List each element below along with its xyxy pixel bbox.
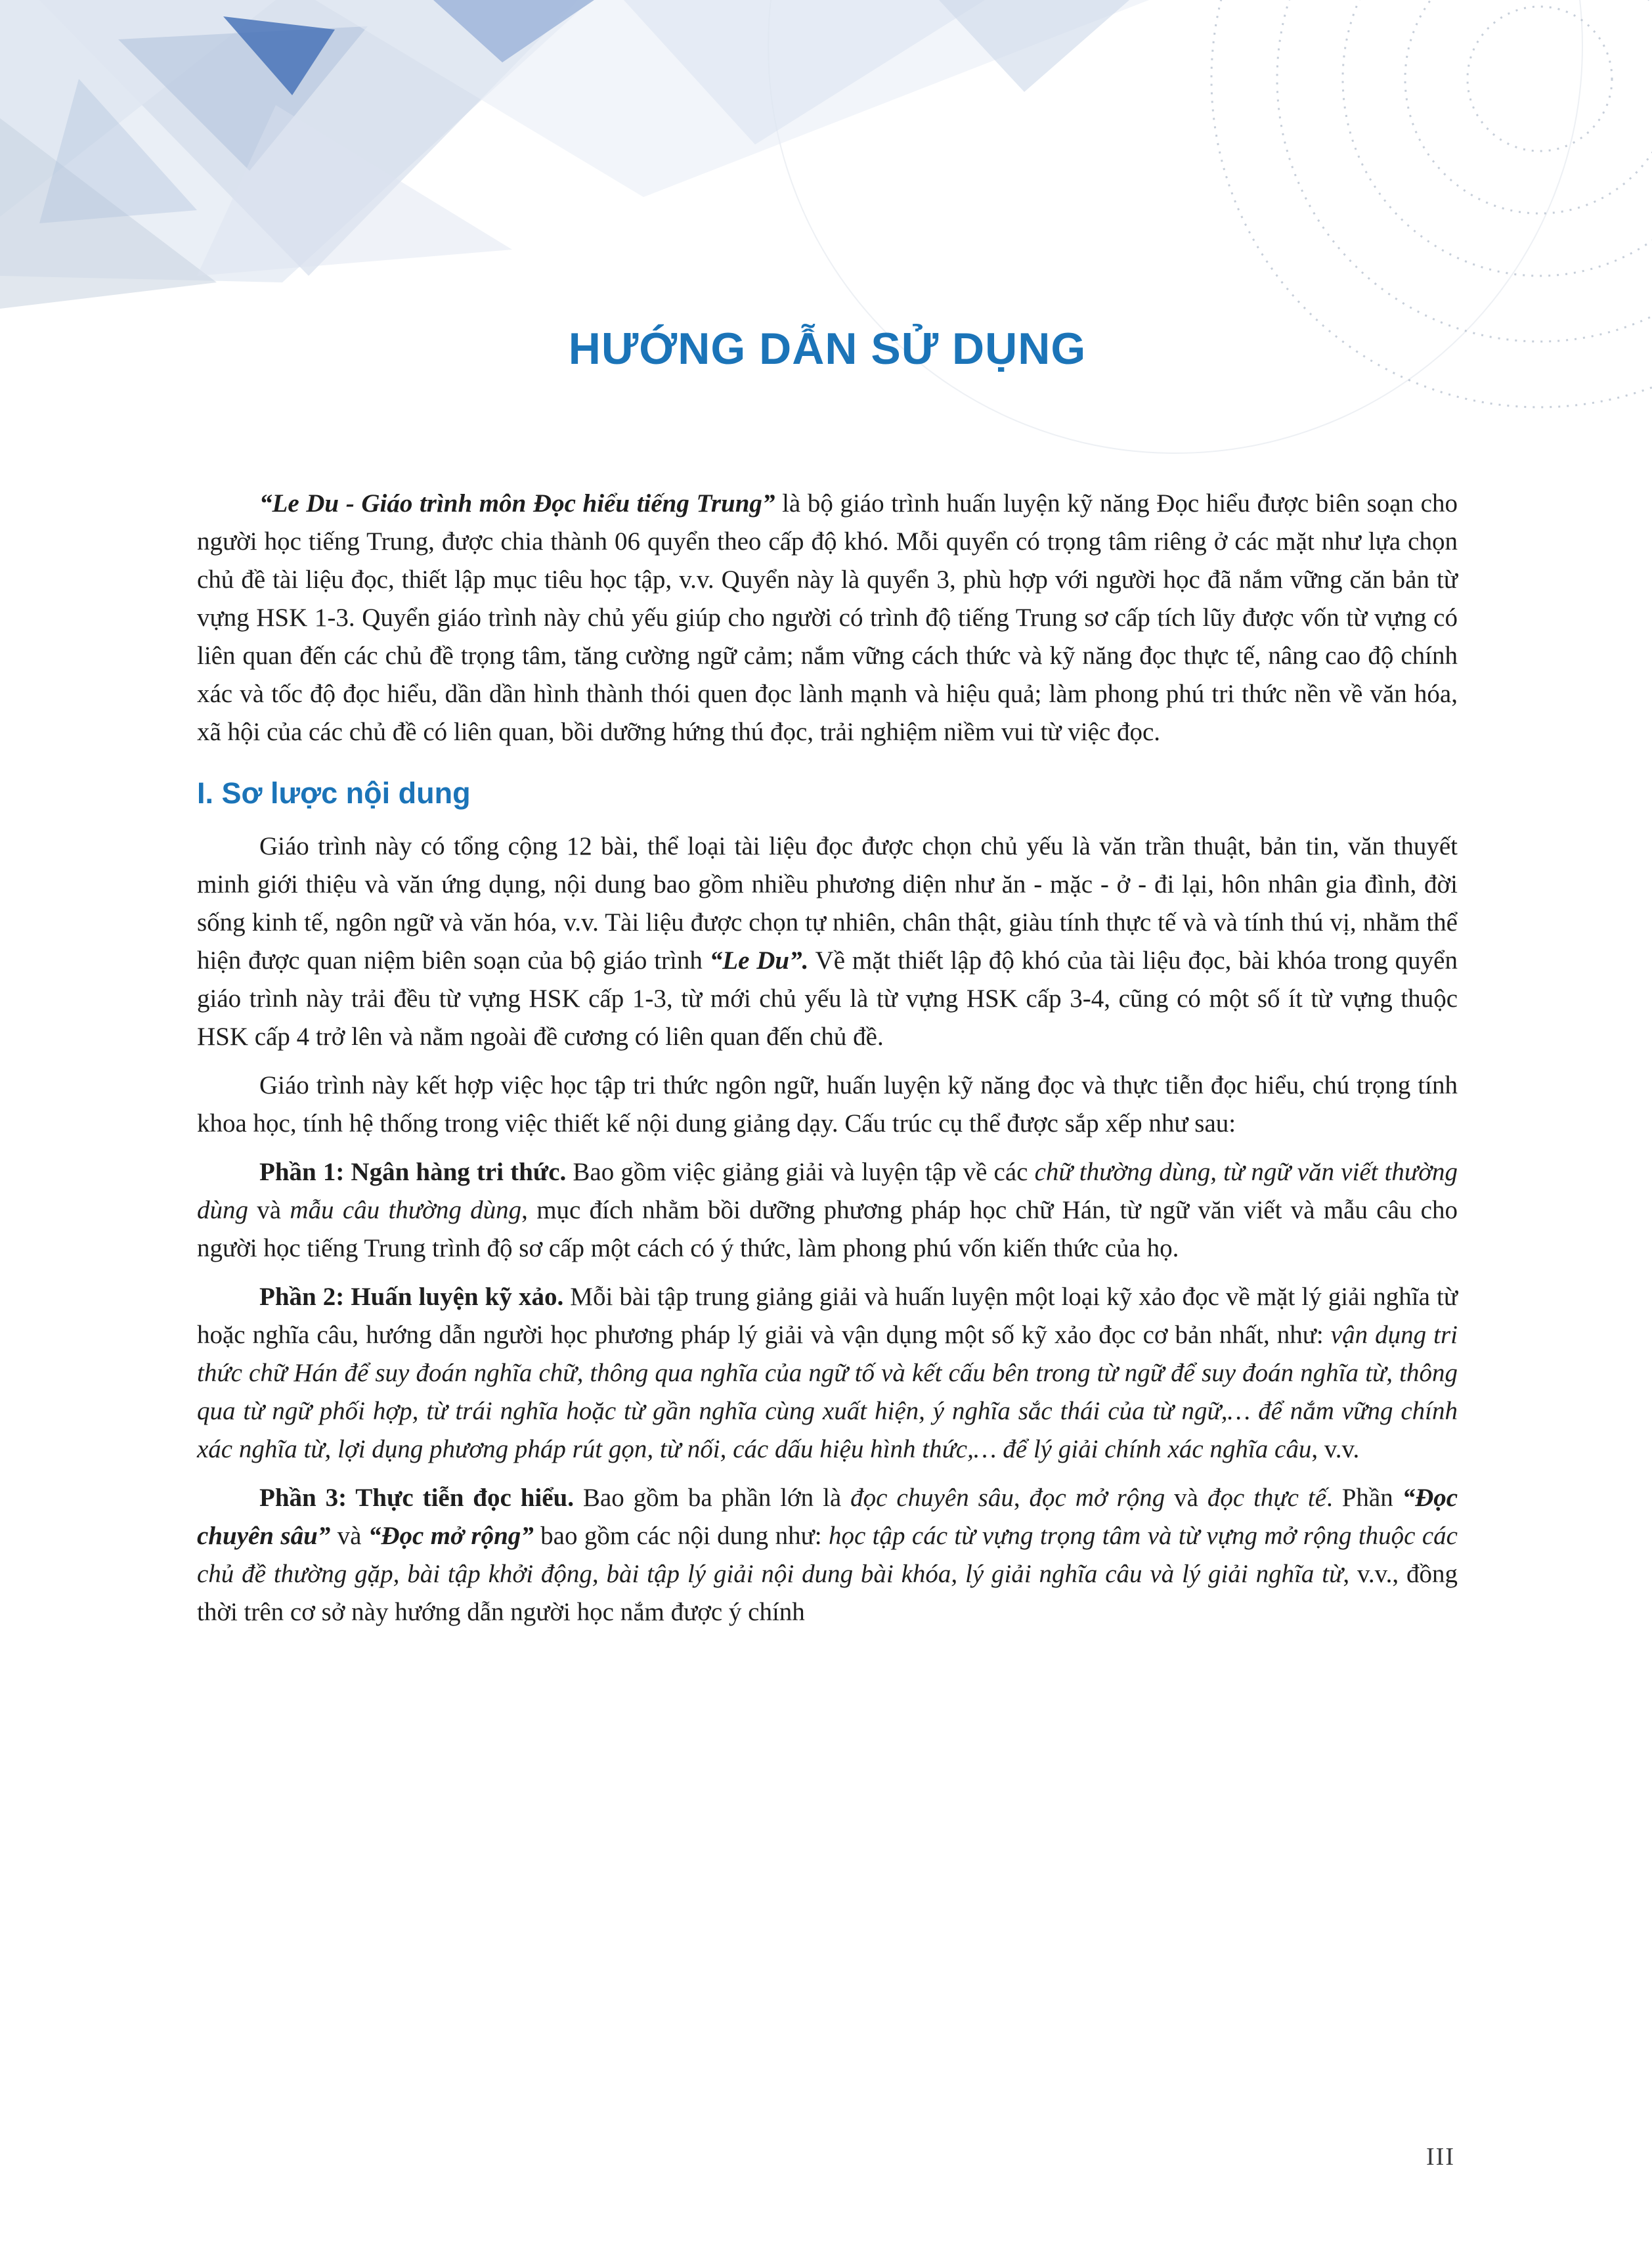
section-heading: I. Sơ lược nội dung: [197, 776, 471, 810]
text-run: và: [248, 1196, 290, 1224]
text-run: và: [330, 1522, 368, 1550]
text-run: học tập các từ vựng trọng tâm và từ vựng mở rộng thuộc các chủ đề thường gặp, bài tập khởi động, bài tập lý giải nội dung bài khóa, lý giải nghĩa câu và lý giải nghĩa từ: [197, 1522, 1458, 1588]
text-run: vận dụng tri thức chữ Hán để suy đoán nghĩa chữ, thông qua nghĩa của ngữ tố và kết cấu bên trong từ ngữ để suy đoán nghĩa từ, thông qua từ ngữ phối hợp, từ trái nghĩa hoặc từ gần nghĩa cùng xuất hiện, ý nghĩa sắc thái của từ ngữ,… để nắm vững chính xác nghĩa từ, lợi dụng phương pháp rút gọn, từ nối, các dấu hiệu hình thức,… để lý giải chính xác nghĩa câu: [197, 1321, 1458, 1463]
text-run: đọc thực tế: [1207, 1484, 1327, 1512]
text-run: “Le Du - Giáo trình môn Đọc hiểu tiếng Trung”: [259, 489, 783, 518]
text-run: là bộ giáo trình huấn luyện kỹ năng Đọc hiểu được biên soạn cho người học tiếng Trung, được chia thành 06 quyển theo cấp độ khó. Mỗi quyển có trọng tâm riêng ở các mặt như lựa chọn chủ đề tài liệu đọc, thiết lập mục tiêu học tập, v.v. Quyển này là quyển 3, phù hợp với người học đã nắm vững căn bản từ vựng HSK 1-3. Quyển giáo trình này chủ yếu giúp cho người có trình độ tiếng Trung sơ cấp tích lũy được vốn từ vựng có liên quan đến các chủ đề trọng tâm, tăng cường ngữ cảm; nắm vững cách thức và kỹ năng đọc thực tế, nâng cao độ chính xác và tốc độ đọc hiểu, dần dần hình thành thói quen đọc lành mạnh và hiệu quả; làm phong phú tri thức nền về văn hóa, xã hội của các chủ đề có liên quan, bồi dưỡng hứng thú đọc, trải nghiệm niềm vui từ việc đọc.: [197, 489, 1458, 746]
text-run: Mỗi bài tập trung giảng giải và huấn luyện một loại kỹ xảo đọc về mặt lý giải nghĩa từ hoặc nghĩa câu, hướng dẫn người học phương pháp lý giải và vận dụng một số kỹ xảo đọc cơ bản nhất, như:: [197, 1283, 1458, 1349]
text-run: Giáo trình này kết hợp việc học tập tri thức ngôn ngữ, huấn luyện kỹ năng đọc và thực tiễn đọc hiểu, chú trọng tính khoa học, tính hệ thống trong việc thiết kế nội dung giảng dạy. Cấu trúc cụ thể được sắp xếp như sau:: [197, 1071, 1458, 1138]
paragraph-part3: [197, 1479, 1458, 1631]
deco-circle-outline: [768, 0, 1582, 453]
body-text: [197, 485, 1458, 1642]
text-run: , v.v.: [1311, 1435, 1360, 1463]
paragraph-overview: [197, 828, 1458, 1056]
text-run: đọc chuyên sâu: [850, 1484, 1014, 1512]
text-run: ,: [1013, 1484, 1030, 1512]
paragraph-part2: [197, 1278, 1458, 1469]
text-run: . Phần: [1326, 1484, 1402, 1512]
text-run: Phần 3: Thực tiễn đọc hiểu.: [259, 1484, 583, 1512]
intro-paragraph: [197, 485, 1458, 751]
text-run: , mục đích nhằm bồi dưỡng phương pháp học chữ Hán, từ ngữ văn viết và mẫu câu cho người học tiếng Trung trình độ sơ cấp một cách có ý thức, làm phong phú vốn kiến thức của họ.: [197, 1196, 1458, 1262]
text-run: “Đọc mở rộng”: [368, 1522, 534, 1550]
paragraph-structure: [197, 1067, 1458, 1143]
text-run: mẫu câu thường dùng: [290, 1196, 522, 1224]
text-run: và: [1165, 1484, 1207, 1512]
text-run: “Le Du”.: [709, 946, 809, 975]
text-run: “Đọc chuyên sâu”: [197, 1484, 1458, 1550]
deco-triangles: [0, 0, 1149, 309]
text-run: Về mặt thiết lập độ khó của tài liệu đọc, bài khóa trong quyển giáo trình này trải đều từ vựng HSK cấp 1-3, từ mới chủ yếu là từ vựng HSK cấp 3-4, cũng có một số ít từ vựng thuộc HSK cấp 4 trở lên và nằm ngoài đề cương có liên quan đến chủ đề.: [197, 946, 1458, 1051]
text-run: Bao gồm ba phần lớn là: [582, 1484, 851, 1512]
header-decoration: [0, 0, 1652, 499]
text-run: đọc mở rộng: [1029, 1484, 1165, 1512]
text-run: Giáo trình này có tổng cộng 12 bài, thể loại tài liệu đọc được chọn chủ yếu là văn trần thuật, bản tin, văn thuyết minh giới thiệu và văn ứng dụng, nội dung bao gồm nhiều phương diện như ăn - mặc - ở - đi lại, hôn nhân gia đình, đời sống kinh tế, ngôn ngữ và văn hóa, v.v. Tài liệu được chọn tự nhiên, chân thật, giàu tính thực tế và và tính thú vị, nhằm thể hiện được quan niệm biên soạn của bộ giáo trình: [197, 832, 1458, 975]
page-title: HƯỚNG DẪN SỬ DỤNG: [568, 324, 1087, 374]
text-run: , v.v., đồng thời trên cơ sở này hướng dẫn người học nắm được ý chính: [197, 1560, 1458, 1626]
header-decoration-art: [0, 0, 1652, 499]
text-run: chữ thường dùng, từ ngữ văn viết thường dùng: [197, 1158, 1458, 1224]
text-run: bao gồm các nội dung như:: [533, 1522, 829, 1550]
text-run: Bao gồm việc giảng giải và luyện tập về các: [573, 1158, 1035, 1186]
text-run: Phần 1: Ngân hàng tri thức.: [259, 1158, 573, 1186]
page-number: III: [1426, 2143, 1455, 2171]
text-run: Phần 2: Huấn luyện kỹ xảo.: [259, 1283, 571, 1311]
paragraph-part1: [197, 1153, 1458, 1268]
